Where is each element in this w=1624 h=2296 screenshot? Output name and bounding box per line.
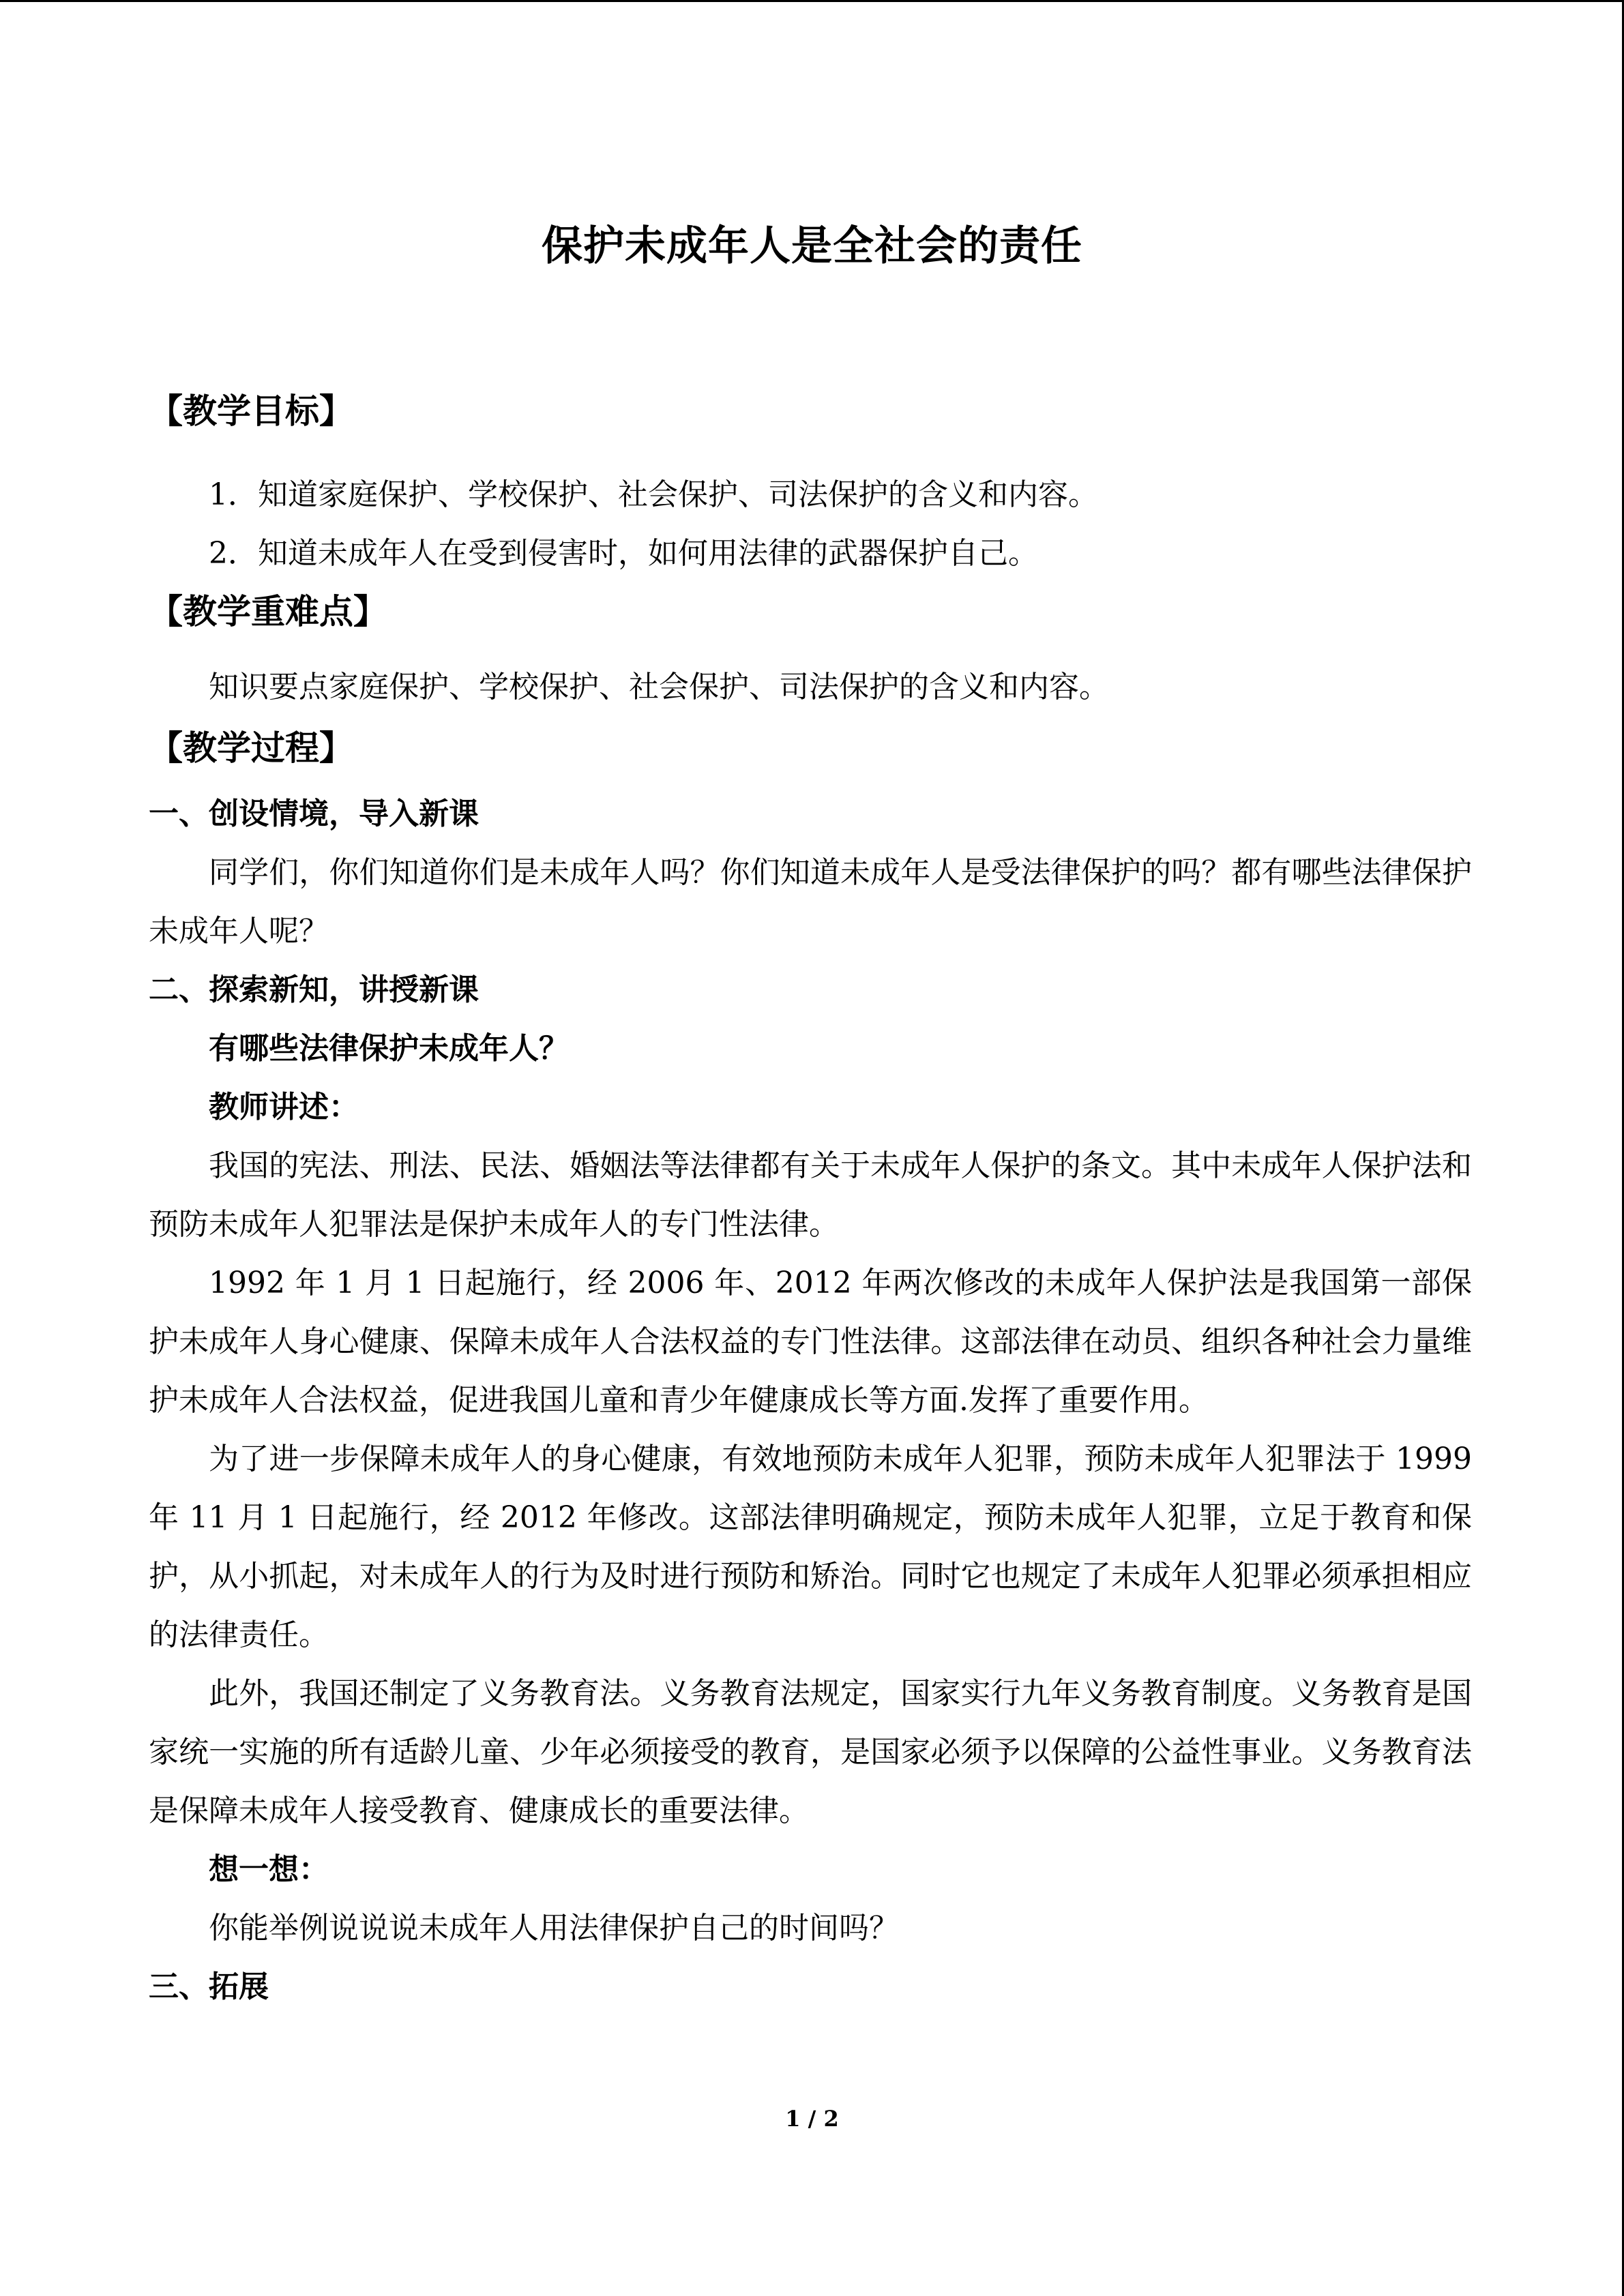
part3-heading: 三、拓展 [149, 1969, 269, 2004]
lecture-paragraph-4: 此外，我国还制定了义务教育法。义务教育法规定，国家实行九年义务教育制度。义务教育是国家统一实施的所有适龄儿童、少年必须接受的教育，是国家必须予以保障的公益性事业。义务教育法是保障未成年人接受教育、健康成长的重要法律。 [149, 1676, 1472, 1828]
key-points-heading: 【教学重难点】 [149, 591, 387, 631]
lecture-paragraph-2: 1992 年 1 月 1 日起施行，经 2006 年、2012 年两次修改的未成年人保护法是我国第一部保护未成年人身心健康、保障未成年人合法权益的专门性法律。这部法律在动员、组织各种社会力量维护未成年人合法权益，促进我国儿童和青少年健康成长等方面.发挥了重要作用。 [149, 1266, 1472, 1418]
process-heading: 【教学过程】 [149, 728, 353, 768]
part2-heading: 二、探索新知，讲授新课 [149, 972, 479, 1007]
lecture-paragraph-3: 为了进一步保障未成年人的身心健康，有效地预防未成年人犯罪，预防未成年人犯罪法于 1999 年 11 月 1 日起施行，经 2012 年修改。这部法律明确规定，预防未成年人犯罪，立足于教育和保护，从小抓起，对未成年人的行为及时进行预防和矫治。同时它也规定了未成年人犯罪必须承担相应的法律责任。 [149, 1442, 1472, 1652]
think-text: 你能举例说说说未成年人用法律保护自己的时间吗？ [209, 1911, 899, 1945]
objective-item-1: 1．知道家庭保护、学校保护、社会保护、司法保护的含义和内容。 [209, 477, 1098, 512]
document-body [149, 384, 1472, 2016]
key-points-text: 知识要点家庭保护、学校保护、社会保护、司法保护的含义和内容。 [209, 670, 1109, 704]
teacher-label: 教师讲述： [209, 1090, 359, 1124]
part1-heading: 一、创设情境，导入新课 [149, 796, 479, 831]
objective-item-2: 2．知道未成年人在受到侵害时，如何用法律的武器保护自己。 [209, 536, 1038, 571]
lecture-paragraph-1: 我国的宪法、刑法、民法、婚姻法等法律都有关于未成年人保护的条文。其中未成年人保护法和预防未成年人犯罪法是保护未成年人的专门性法律。 [149, 1148, 1472, 1242]
think-label: 想一想： [209, 1852, 329, 1887]
page-number: 1 / 2 [785, 2106, 839, 2132]
document-title: 保护未成年人是全社会的责任 [542, 222, 1082, 270]
objectives-heading: 【教学目标】 [149, 391, 353, 431]
part2-question: 有哪些法律保护未成年人？ [209, 1031, 569, 1066]
part1-text: 同学们，你们知道你们是未成年人吗？你们知道未成年人是受法律保护的吗？都有哪些法律保护未成年人呢？ [149, 855, 1472, 949]
